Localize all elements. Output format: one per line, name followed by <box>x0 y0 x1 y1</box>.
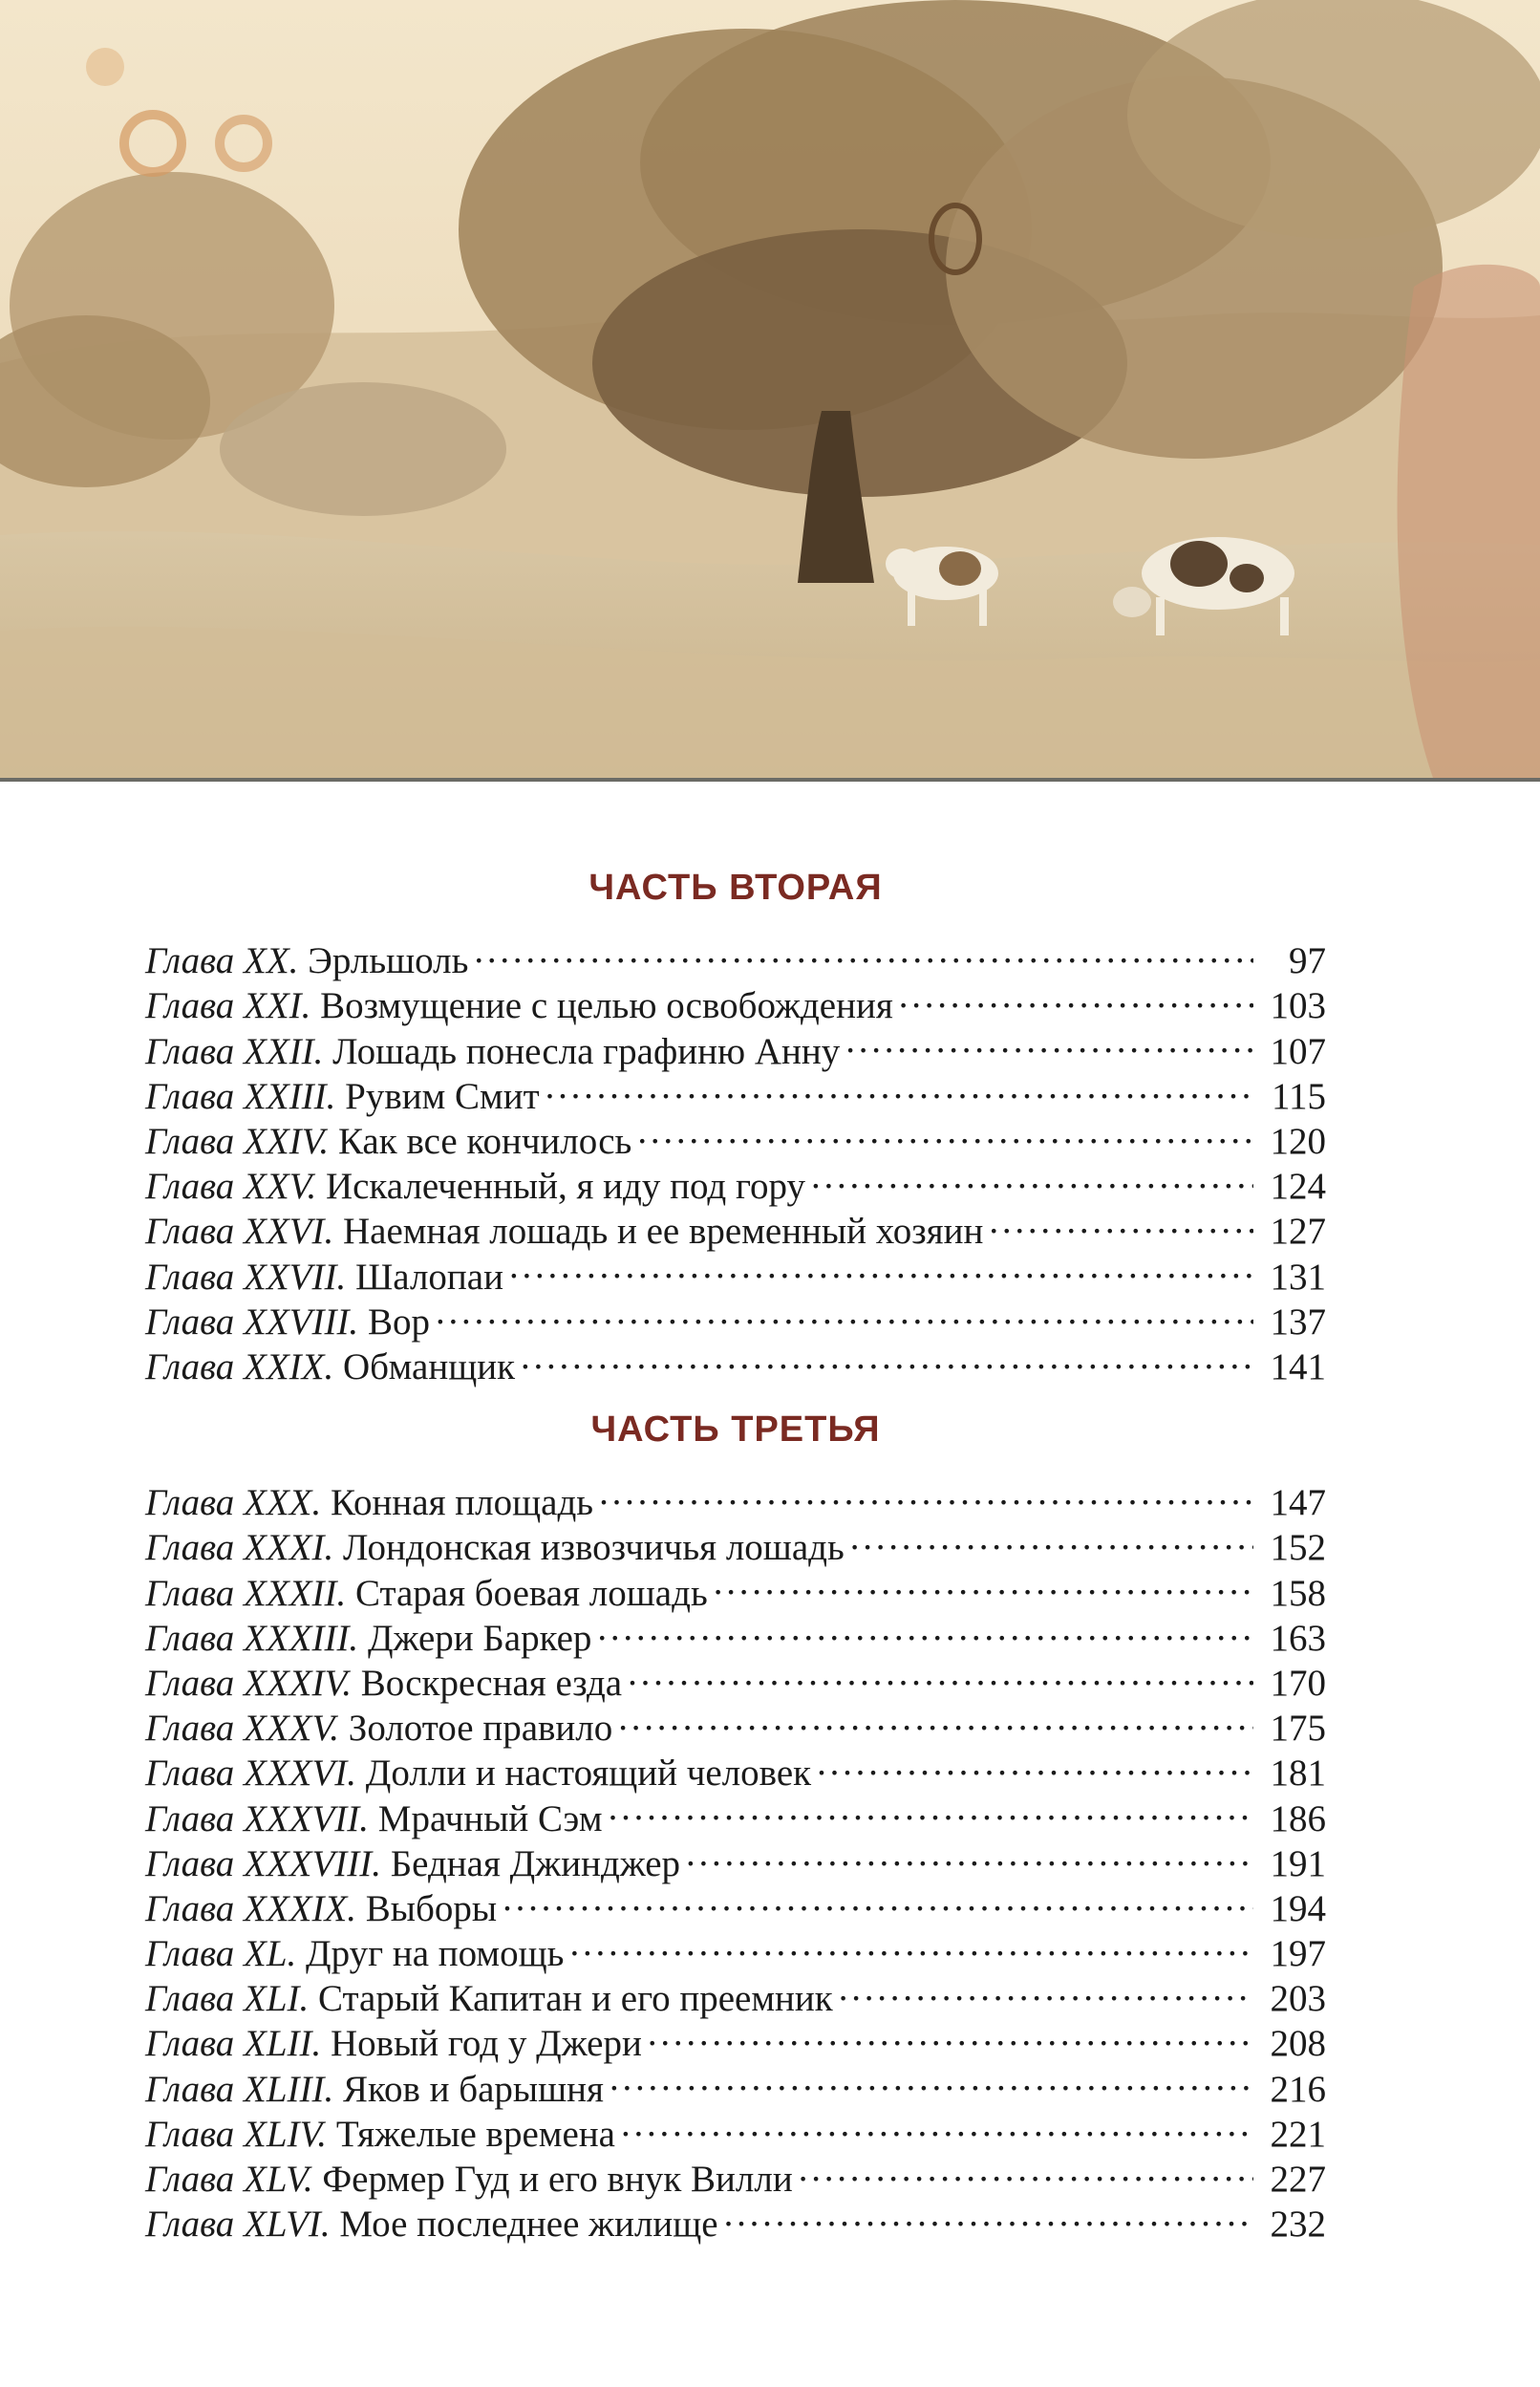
dot-leader <box>799 2146 1253 2191</box>
chapter-title: Тяжелые времена <box>335 2113 615 2155</box>
dot-leader <box>899 973 1253 1018</box>
part-heading: ЧАСТЬ ВТОРАЯ <box>588 868 883 908</box>
page-number: 97 <box>1289 940 1326 982</box>
page-number: 191 <box>1270 1842 1326 1884</box>
chapter-label: Глава XXXVI. <box>145 1753 357 1795</box>
chapter-title: Как все кончилось <box>337 1120 632 1162</box>
toc-entries <box>145 1470 1326 2246</box>
page-number: 216 <box>1270 2068 1326 2110</box>
chapter-title: Новый год у Джери <box>331 2023 642 2065</box>
chapter-label: Глава XLI. <box>145 1978 310 2020</box>
page-number: 137 <box>1270 1301 1326 1343</box>
chapter-title: Джери Баркер <box>367 1617 592 1659</box>
page-number: 120 <box>1270 1120 1326 1162</box>
page-number: 181 <box>1270 1753 1326 1795</box>
toc-part-two <box>145 865 1326 1387</box>
dot-leader <box>811 1153 1253 1198</box>
chapter-label: Глава XXVI. <box>145 1211 334 1253</box>
page-number: 115 <box>1271 1075 1326 1117</box>
chapter-label: Глава XXII. <box>145 1030 324 1072</box>
watercolor-landscape-illustration <box>0 0 1540 778</box>
dot-leader <box>569 1921 1253 1966</box>
chapter-label: Глава XXIII. <box>145 1075 336 1117</box>
page-number: 221 <box>1270 2113 1326 2155</box>
toc-entries <box>145 928 1326 1387</box>
page-number: 158 <box>1270 1572 1326 1614</box>
chapter-label: Глава XLIV. <box>145 2113 328 2155</box>
dot-leader <box>621 2101 1253 2146</box>
part-heading: ЧАСТЬ ТРЕТЬЯ <box>590 1409 881 1450</box>
page-number: 103 <box>1270 985 1326 1027</box>
chapter-title: Мрачный Сэм <box>377 1797 603 1839</box>
chapter-label: Глава XLVI. <box>145 2204 331 2246</box>
chapter-title: Выборы <box>365 1887 498 1929</box>
chapter-label: Глава XXX. <box>145 1482 322 1524</box>
chapter-title: Золотое правило <box>348 1708 613 1750</box>
page-number: 163 <box>1270 1617 1326 1659</box>
page-number: 141 <box>1270 1345 1326 1387</box>
dot-leader <box>599 1470 1253 1515</box>
chapter-title: Искалеченный, я иду под гору <box>325 1166 805 1208</box>
page-number: 170 <box>1270 1662 1326 1704</box>
dot-leader <box>610 2055 1253 2100</box>
dot-leader <box>521 1334 1253 1379</box>
chapter-title: Шалопаи <box>354 1256 503 1298</box>
page-number: 147 <box>1270 1482 1326 1524</box>
page-number: 124 <box>1270 1166 1326 1208</box>
dot-leader <box>637 1108 1253 1153</box>
chapter-title: Яков и барышня <box>342 2068 604 2110</box>
page-number: 208 <box>1270 2023 1326 2065</box>
dot-leader <box>545 1064 1253 1108</box>
page-number: 194 <box>1270 1887 1326 1929</box>
dot-leader <box>724 2191 1253 2236</box>
dot-leader <box>714 1559 1253 1604</box>
chapter-label: Глава XXXVIII. <box>145 1842 382 1884</box>
chapter-label: Глава XXV. <box>145 1166 317 1208</box>
chapter-title: Старая боевая лошадь <box>354 1572 708 1614</box>
chapter-label: Глава XXIV. <box>145 1120 330 1162</box>
chapter-label: Глава XXI. <box>145 985 311 1027</box>
chapter-label: Глава XXVII. <box>145 1256 347 1298</box>
chapter-label: Глава XX. <box>145 940 299 982</box>
chapter-title: Старый Капитан и его преемник <box>318 1978 833 2020</box>
dot-leader <box>474 928 1253 973</box>
page-number: 152 <box>1270 1527 1326 1569</box>
dot-leader <box>509 1243 1253 1288</box>
chapter-label: Глава XLV. <box>145 2159 313 2200</box>
chapter-title: Наемная лошадь и ее временный хозяин <box>342 1211 984 1253</box>
page-number: 203 <box>1270 1978 1326 2020</box>
page-number: 232 <box>1270 2204 1326 2246</box>
dot-leader <box>597 1605 1253 1650</box>
chapter-title: Мое последнее жилище <box>339 2204 718 2246</box>
chapter-label: Глава XXXVII. <box>145 1797 370 1839</box>
dot-leader <box>686 1831 1253 1876</box>
page-number: 107 <box>1270 1030 1326 1072</box>
chapter-title: Возмущение с целью освобождения <box>320 985 893 1027</box>
chapter-title: Конная площадь <box>330 1482 594 1524</box>
dot-leader <box>989 1198 1253 1243</box>
dot-leader <box>850 1515 1253 1559</box>
toc-part-three <box>145 1407 1326 2246</box>
chapter-title: Друг на помощь <box>306 1933 565 1975</box>
chapter-title: Воскресная езда <box>360 1662 623 1704</box>
dot-leader <box>845 1018 1253 1063</box>
chapter-title: Фермер Гуд и его внук Вилли <box>322 2159 793 2200</box>
chapter-title: Обманщик <box>342 1345 516 1387</box>
chapter-label: Глава XXXIX. <box>145 1887 357 1929</box>
toc-entry[interactable] <box>145 1470 1326 1524</box>
dot-leader <box>839 1966 1253 2011</box>
chapter-title: Рувим Смит <box>345 1075 540 1117</box>
chapter-label: Глава XLII. <box>145 2023 322 2065</box>
dot-leader <box>503 1876 1253 1921</box>
dot-leader <box>628 1650 1253 1695</box>
chapter-title: Лошадь понесла графиню Анну <box>332 1030 841 1072</box>
chapter-title: Эрльшоль <box>308 940 469 982</box>
page-number: 127 <box>1270 1211 1326 1253</box>
chapter-label: Глава XL. <box>145 1933 297 1975</box>
dot-leader <box>817 1740 1253 1785</box>
chapter-label: Глава XXVIII. <box>145 1301 359 1343</box>
chapter-label: Глава XXXV. <box>145 1708 340 1750</box>
illustration-border-rule <box>0 778 1540 782</box>
chapter-label: Глава XXIX. <box>145 1345 334 1387</box>
page-number: 227 <box>1270 2159 1326 2200</box>
chapter-label: Глава XLIII. <box>145 2068 334 2110</box>
page-number: 175 <box>1270 1708 1326 1750</box>
dot-leader <box>436 1289 1253 1334</box>
chapter-title: Долли и настоящий человек <box>365 1753 812 1795</box>
chapter-title: Вор <box>367 1301 430 1343</box>
chapter-label: Глава XXXII. <box>145 1572 347 1614</box>
chapter-title: Бедная Джинджер <box>390 1842 681 1884</box>
page-number: 197 <box>1270 1933 1326 1975</box>
chapter-title: Лондонская извозчичья лошадь <box>342 1527 845 1569</box>
chapter-label: Глава XXXI. <box>145 1527 334 1569</box>
dot-leader <box>648 2011 1253 2055</box>
dot-leader <box>609 1785 1253 1830</box>
page-number: 186 <box>1270 1797 1326 1839</box>
toc-entry[interactable] <box>145 928 1326 982</box>
chapter-label: Глава XXXIII. <box>145 1617 359 1659</box>
chapter-label: Глава XXXIV. <box>145 1662 353 1704</box>
dot-leader <box>618 1695 1253 1740</box>
page-number: 131 <box>1270 1256 1326 1298</box>
